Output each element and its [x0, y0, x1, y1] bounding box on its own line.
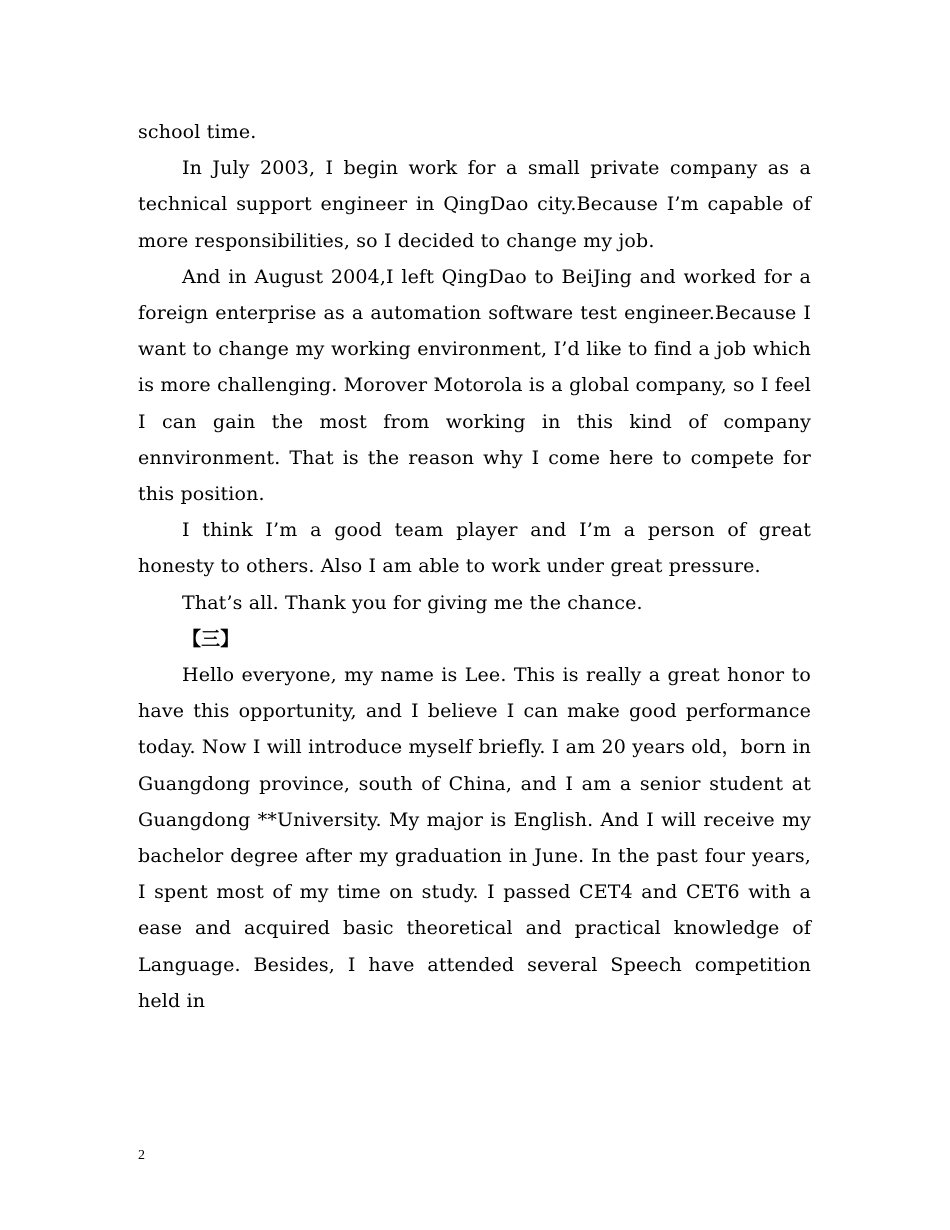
- paragraph-closing: That’s all. Thank you for giving me the chance.: [182, 591, 643, 614]
- paragraph-continuation: school time.: [138, 121, 257, 143]
- section-heading: 【三】: [182, 627, 240, 650]
- paragraph-team-player: I think I’m a good team player and I’m a person of great honesty to others. Also I am able to work under great pressure.: [138, 519, 811, 578]
- document-body: [138, 114, 811, 1019]
- paragraph-beijing-job: And in August 2004,I left QingDao to BeiJing and worked for a foreign enterprise as a automation software test engineer.Because I want to change my working environment, I’d like to find a job which is more challenging. Morover Motorola is a global company, so I feel I can gain the most from working in this kind of company ennvironment. That is the reason why I come here to compete for this position.: [138, 265, 811, 506]
- paragraph-qingdao-job: In July 2003, I begin work for a small private company as a technical support engineer in QingDao city.Because I’m capable of more responsibilities, so I decided to change my job.: [138, 157, 811, 252]
- page-number: 2: [138, 1148, 145, 1163]
- paragraph-self-introduction: Hello everyone, my name is Lee. This is really a great honor to have this opportunity, and I believe I can make good performance today. Now I will introduce myself briefly. I am 20 years old，born in Guangdong province, south of China, and I am a senior student at Guangdong **University. My major is English. And I will receive my bachelor degree after my graduation in June. In the past four years, I spent most of my time on study. I passed CET4 and CET6 with a ease and acquired basic theoretical and practical knowledge of Language. Besides, I have attended several Speech competition held in: [138, 664, 811, 1012]
